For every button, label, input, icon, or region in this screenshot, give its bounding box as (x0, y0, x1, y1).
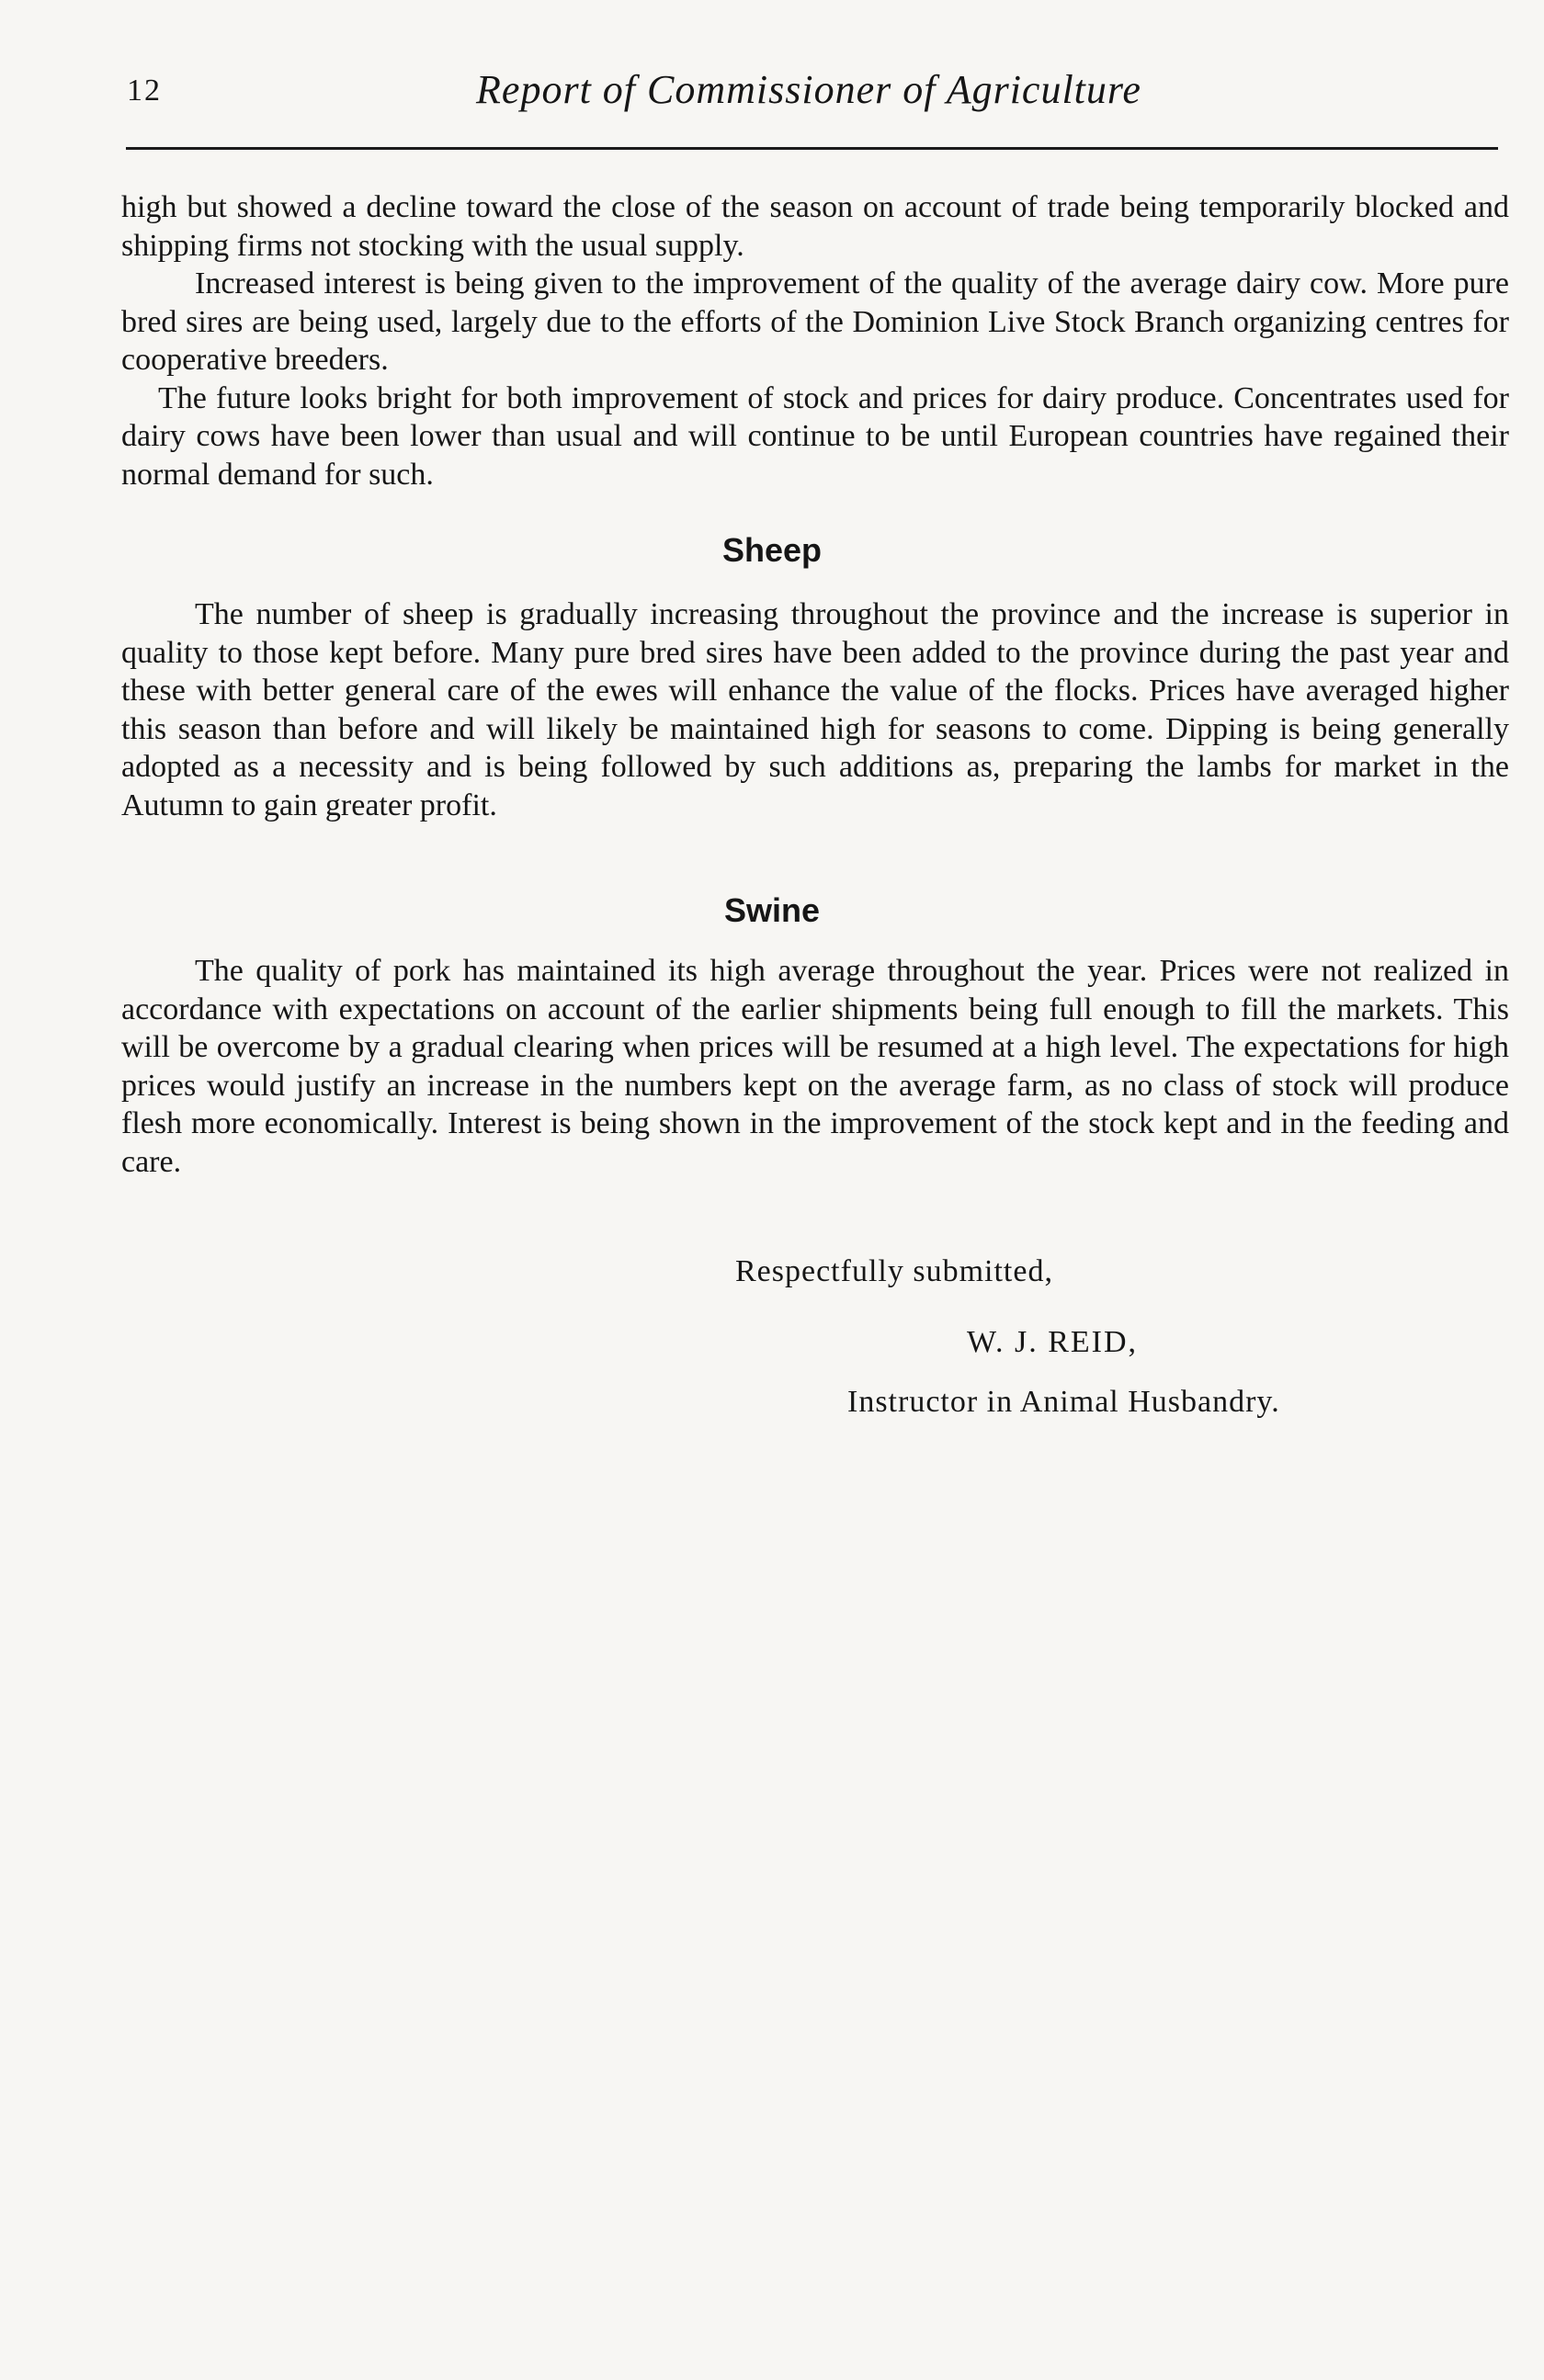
swine-heading: Swine (723, 891, 821, 929)
running-head (119, 66, 1498, 121)
signatory-name: W. J. REID, (967, 1325, 1139, 1359)
sheep-paragraph: The number of sheep is gradually increasing throughout the province and the increase is superior in quality to those kept before. Many pure bred sires have been added to the province during the past year and these with better general care of the ewes will enhance the value of the flocks. Prices have averaged higher this season than before and will likely be maintained high for seasons to come. Dipping is being generally adopted as a necessity and is being followed by such additions as, preparing the lambs for market in the Autumn to gain greater profit. (121, 597, 1509, 822)
intro-section (121, 188, 1509, 493)
intro-paragraph: The future looks bright for both improvement of stock and prices for dairy produce. Concentrates used for dairy cows have been lower than usual and will continue to be until European countries have regained their normal demand for such. (121, 380, 1509, 492)
intro-paragraph: high but showed a decline toward the close of the season on account of trade being temporarily blocked and shipping firms not stocking with the usual supply. (121, 190, 1509, 263)
swine-section (121, 952, 1509, 1181)
page-number: 12 (127, 74, 162, 108)
sheep-section (121, 595, 1509, 824)
swine-paragraph: The quality of pork has maintained its high average throughout the year. Prices were not realized in accordance with expectations on account of the earlier shipments being full enough to fill the markets. This will be overcome by a gradual clearing when prices will be resumed at a high level. The expectations for high prices would justify an increase in the numbers kept on the average farm, as no class of stock will produce flesh more economically. Interest is being shown in the improvement of the stock kept and in the feeding and care. (121, 954, 1509, 1179)
signatory-title: Instructor in Animal Husbandry. (847, 1385, 1280, 1419)
header-rule (126, 147, 1498, 150)
page-header-title: Report of Commissioner of Agriculture (476, 67, 1141, 112)
sheep-heading: Sheep (721, 531, 823, 569)
intro-paragraph: Increased interest is being given to the improvement of the quality of the average dairy cow. More pure bred sires are being used, largely due to the efforts of the Dominion Live Stock Branch organizing centres for cooperative breeders. (121, 266, 1509, 377)
closing-salutation: Respectfully submitted, (735, 1254, 1053, 1288)
